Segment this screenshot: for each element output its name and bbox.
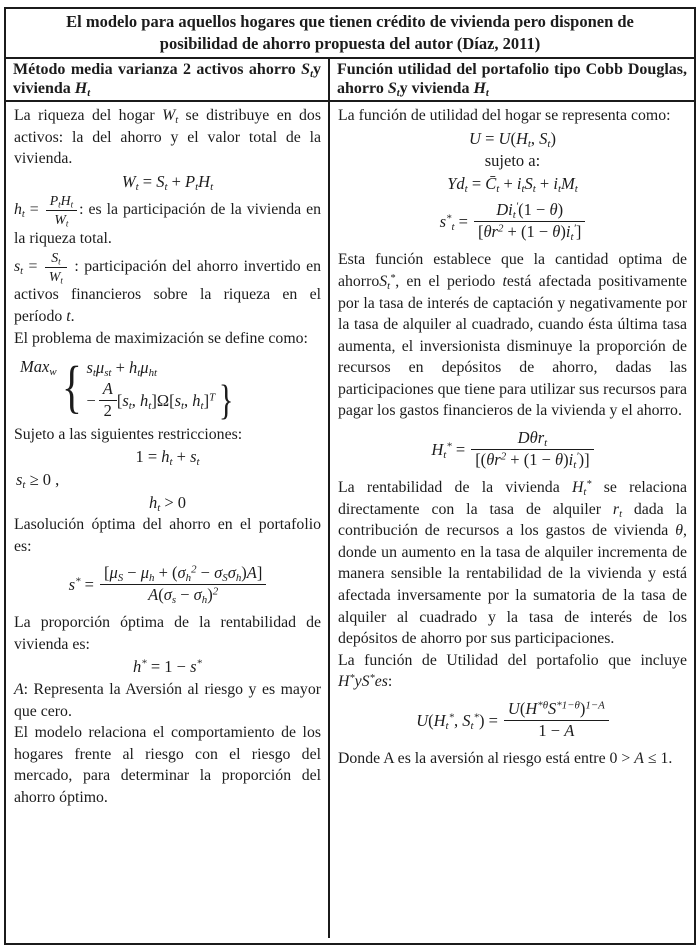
equation-h-star: h* = 1 − s* — [133, 657, 202, 677]
equation-sum-constraint: $1 = h_t + s_t$ — [135, 447, 200, 469]
left-column-header: Método media varianza 2 activos ahorro $S_ty$ vivienda $H_t$ — [6, 59, 330, 102]
fraction-denominator: 2 — [103, 401, 112, 421]
model-table — [4, 7, 696, 945]
fraction-denominator: 1 − A — [538, 720, 575, 740]
h-star-row — [431, 429, 593, 470]
equation-s-nonnegative: $s_t \ge 0$ , — [16, 469, 60, 492]
close-brace: } — [218, 377, 234, 424]
paragraph-maximization-intro: El problema de maximización se define como: — [14, 329, 308, 347]
h-star-lhs: $H_t^*$ = — [431, 439, 466, 461]
paragraph-h-definition — [14, 193, 321, 249]
h-definition-lhs: $h_t$ = — [14, 201, 39, 221]
portfolio-utility-row — [416, 700, 609, 741]
s-star-lhs: s* = — [68, 575, 94, 595]
right-column-body — [330, 102, 694, 938]
fraction-numerator: $U(H^{*\theta}S^{*1-\theta})^{1-A}$ — [504, 700, 609, 721]
s-definition-lhs: $s_t$ = — [14, 257, 38, 277]
fraction-denominator: $W_t$ — [48, 268, 63, 286]
optimal-savings-row — [69, 564, 267, 605]
equation-portfolio-utility — [338, 700, 687, 741]
paragraph-restrictions-intro: Sujeto a las siguientes restricciones: — [14, 425, 243, 443]
fraction-numerator: $P_tH_t$ — [46, 193, 77, 211]
paragraph-portfolio-utility-intro: La función de Utilidad del portafolio que incluye H*yS*es: — [338, 651, 687, 691]
equation-wealth: $W_t = S_t + P_tH_t$ — [121, 171, 214, 193]
s-star-fraction — [100, 564, 266, 605]
equation-housing-return — [338, 429, 687, 470]
paragraph-wealth-intro: La riqueza del hogar $W_t$ se distribuye en dos activos: la del ahorro y el valor total de la vivienda. — [14, 107, 321, 168]
open-brace: { — [61, 354, 82, 420]
a-half-fraction — [99, 380, 117, 421]
paragraph-aversion-range: Donde A es la aversión al riesgo está entre 0 > A ≤ 1. — [338, 749, 673, 767]
paragraph-function-explanation: Esta función establece que la cantidad optima de ahorroS$_t$*, en el periodo testá afectada positivamente por la tasa de interés de captación y negativamente por la tasa de alquiler al cuadrado, cuando ésta última tasa aumenta, el inversionista disminuye la proporción de recursos en depósitos de ahorro, dadas las participaciones que tiene para utilizar sus recursos para pagar los gastos financieros de la vivienda y el ahorro. — [338, 251, 687, 420]
equation-utility: $U = U(H_t$, $S_t$) — [469, 128, 556, 150]
fraction-denominator: $[(\theta r^2 + (1 - \theta)i_t')]$ — [475, 450, 590, 472]
fraction-numerator: Dθr$_t$ — [471, 429, 593, 450]
portfolio-utility-lhs: $U(H_t^*$, $S_t^*$) = — [416, 710, 498, 732]
s-star-t-lhs: $s^*_t$ = — [439, 212, 468, 234]
paragraph-housing-return-explanation: La rentabilidad de la vivienda $H_t^*$ se relaciona directamente con la tasa de alquiler $r_t$ dada la contribución de recursos a los gastos de vivienda θ, donde un aumento en la tasa de alquiler incrementa de manera sensible la rentabilidad de la vivienda y está afectada inversamente por la sumatoria de la tasa de alquiler al cuadrado y la tasa de interés de los depósitos de ahorro por sus participaciones. — [338, 478, 687, 648]
s-star-t-row — [440, 201, 586, 242]
h-star-fraction — [471, 429, 593, 470]
portfolio-utility-fraction — [504, 700, 609, 741]
paragraph-model-summary: El modelo relaciona el comportamiento de los hogares frente al riesgo con el riesgo del mercado, para determinar la proporción del ahorro óptimo. — [14, 724, 321, 807]
paragraph-s-definition — [14, 250, 321, 328]
paragraph-optimal-solution-intro: Lasolución óptima del ahorro en el portafolio es: — [14, 516, 321, 555]
equation-h-positive: $h_t > 0$ — [148, 492, 187, 514]
table-title: El modelo para aquellos hogares que tienen crédito de vivienda pero disponen de posibilidad de ahorro propuesta del autor (Díaz, 2011) — [6, 9, 694, 59]
covariance-term: [$s_t$, $h_t]\Omega[s_t$, $h_t]^T$ — [116, 390, 216, 413]
fraction-numerator: A — [99, 380, 117, 401]
maximization-lines — [86, 353, 236, 422]
equation-maximization — [20, 353, 321, 422]
equation-disposable-income: $Yd_t$ = $C̄_t + i_tS_t + i_tM_t$ — [447, 173, 578, 195]
maximization-line-2 — [86, 377, 236, 424]
minus-sign: − — [86, 390, 96, 410]
fraction-numerator: $S_t$ — [45, 250, 67, 268]
maximization-row — [20, 353, 236, 422]
fraction-denominator: $W_t$ — [54, 212, 69, 229]
s-definition-fraction — [45, 250, 67, 285]
s-definition-text: : participación del ahorro invertido en activos financieros sobre la riqueza en el período t. — [14, 257, 322, 325]
left-column-body — [6, 102, 330, 938]
subject-to-label: sujeto a: — [484, 151, 541, 171]
fraction-denominator: $[\theta r^2 + (1 - \theta)i_t']$ — [477, 222, 582, 244]
paragraph-housing-proportion-intro: La proporción óptima de la rentabilidad de vivienda es: — [14, 614, 321, 653]
right-column-header: Función utilidad del portafolio tipo Cobb Douglas, ahorro $S_ty$ vivienda $H_t$ — [330, 59, 694, 102]
max-operator: Max$_w$ — [20, 357, 57, 379]
s-star-t-fraction — [474, 201, 585, 242]
h-definition-text: : es la participación de la vivienda en la riqueza total. — [14, 201, 322, 248]
fraction-numerator: $Di_t'(1 - \theta)$ — [474, 201, 585, 222]
table-grid — [6, 59, 694, 938]
equation-optimal-savings-cobb — [338, 201, 687, 242]
paragraph-utility-intro: La función de utilidad del hogar se representa como: — [338, 107, 671, 124]
h-definition-fraction — [46, 193, 77, 228]
equation-optimal-savings — [14, 564, 321, 605]
paragraph-risk-aversion: A: Representa la Aversión al riesgo y es mayor que cero. — [14, 681, 321, 720]
maximization-line-1: $s_t\mu_{st} + h_t\mu_{ht}$ — [86, 358, 158, 380]
fraction-denominator: $A(\sigma_s - \sigma_h)^2$ — [148, 585, 219, 607]
fraction-numerator: $[\mu_S - \mu_h + (\sigma_h^2 - \sigma_S\sigma_h)A]$ — [100, 564, 266, 585]
